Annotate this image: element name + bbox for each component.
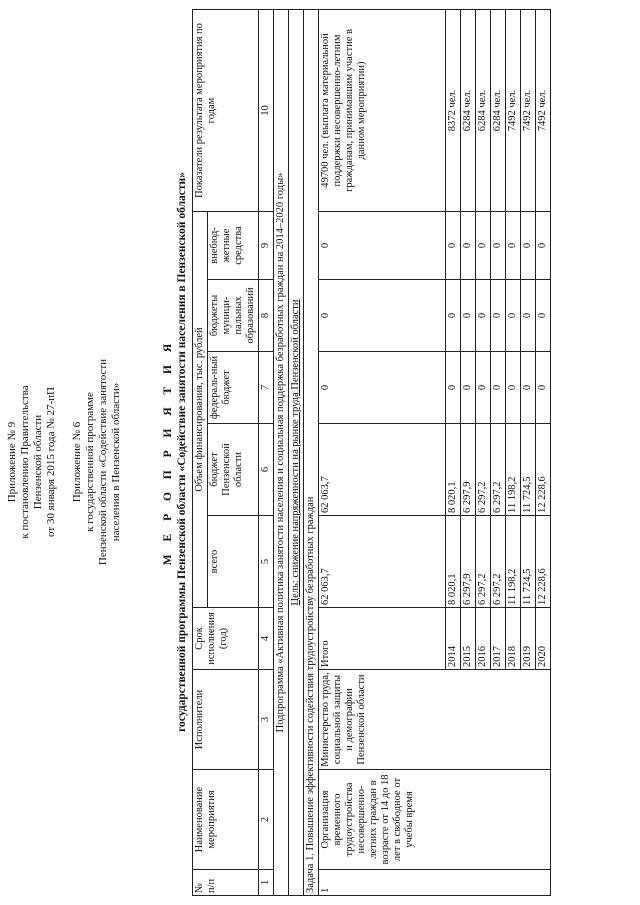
header-name: Наименование мероприятия — [193, 770, 259, 870]
row-municipal: 0 — [446, 280, 461, 352]
row-indicator: 6284 чел. — [476, 9, 491, 211]
row-indicator: 7492 чел. — [506, 9, 521, 211]
row-offbudget: 0 — [446, 211, 461, 279]
row-federal: 0 — [536, 352, 551, 424]
document-title-sub: государственной программы Пензенской области «Содействие занятости населения в Пензенской области» — [176, 172, 188, 732]
row-total: 62 063,7 — [319, 516, 446, 608]
item-name: Организация временного трудоустройства несовершенно-летних граждан в возрасте от 14 до 18 лет в свободное от учебы время — [319, 770, 551, 870]
header-regional: бюджет Пензенской области — [208, 424, 259, 516]
row-year: 2019 — [521, 608, 536, 670]
row-total: 12 228,6 — [536, 516, 551, 608]
row-municipal: 0 — [491, 280, 506, 352]
row-year: Итого — [319, 608, 446, 670]
row-offbudget: 0 — [476, 211, 491, 279]
row-indicator: 8372 чел. — [446, 9, 461, 211]
header-federal: федераль-ный бюджет — [208, 352, 259, 424]
row-regional: 8 020,1 — [446, 424, 461, 516]
appendix6-title: Приложение № 6 — [71, 421, 83, 503]
header-num: № п/п — [193, 870, 259, 896]
row-indicator: 6284 чел. — [461, 9, 476, 211]
task-row — [304, 9, 319, 895]
header-total: всего — [208, 516, 259, 608]
appendix6-line: населения в Пензенской области» — [110, 382, 122, 542]
row-total: 6 297,9 — [461, 516, 476, 608]
row-year: 2016 — [476, 608, 491, 670]
row-regional: 12 228,6 — [536, 424, 551, 516]
appendix6-line: к государственной программе — [84, 392, 96, 532]
row-year: 2017 — [491, 608, 506, 670]
column-number: 7 — [259, 352, 274, 424]
row-year: 2014 — [446, 608, 461, 670]
rotated-document-page — [0, 2, 640, 902]
row-municipal: 0 — [461, 280, 476, 352]
row-regional: 6 297,2 — [491, 424, 506, 516]
measures-table — [192, 9, 551, 896]
row-municipal: 0 — [476, 280, 491, 352]
row-indicator: 49700 чел. (выплата материальной поддержки несовершенно-летним гражданам, принимавшим участие в данном мероприятии) — [319, 9, 446, 211]
header-indicators: Показатели результата мероприятия по годам — [193, 9, 259, 211]
row-regional: 11 198,2 — [506, 424, 521, 516]
row-municipal: 0 — [319, 280, 446, 352]
row-total: 11 724,5 — [521, 516, 536, 608]
row-municipal: 0 — [521, 280, 536, 352]
header-row — [193, 9, 208, 895]
row-regional: 6 297,2 — [476, 424, 491, 516]
header-term: Срок исполнения (год) — [193, 608, 259, 670]
row-federal: 0 — [506, 352, 521, 424]
column-number: 3 — [259, 670, 274, 770]
column-number: 6 — [259, 424, 274, 516]
column-number: 10 — [259, 9, 274, 211]
row-regional: 62 063,7 — [319, 424, 446, 516]
row-federal: 0 — [319, 352, 446, 424]
header-municipal: бюджеты муници-пальных образований — [208, 280, 259, 352]
row-municipal: 0 — [536, 280, 551, 352]
row-municipal: 0 — [506, 280, 521, 352]
appendix6-line: Пензенской области «Содействие занятости — [97, 358, 109, 566]
column-number: 9 — [259, 211, 274, 279]
row-offbudget: 0 — [521, 211, 536, 279]
row-total: 11 198,2 — [506, 516, 521, 608]
row-federal: 0 — [461, 352, 476, 424]
row-indicator: 6284 чел. — [491, 9, 506, 211]
row-offbudget: 0 — [319, 211, 446, 279]
row-indicator: 7492 чел. — [536, 9, 551, 211]
row-regional: 11 724,5 — [521, 424, 536, 516]
appendix9-line: Пензенской области — [32, 414, 44, 510]
appendix9-line: к постановлению Правительства — [19, 385, 31, 539]
row-year: 2015 — [461, 608, 476, 670]
row-indicator: 7492 чел. — [521, 9, 536, 211]
column-number: 2 — [259, 770, 274, 870]
row-total: 6 297,2 — [491, 516, 506, 608]
row-offbudget: 0 — [506, 211, 521, 279]
row-offbudget: 0 — [491, 211, 506, 279]
header-executors: Исполнители — [193, 670, 259, 770]
goal-row — [289, 9, 304, 895]
appendix9-title: Приложение № 9 — [6, 421, 18, 503]
column-number: 1 — [259, 870, 274, 896]
row-regional: 6 297,9 — [461, 424, 476, 516]
row-federal: 0 — [476, 352, 491, 424]
column-number: 4 — [259, 608, 274, 670]
subprogram-title: Подпрограмма «Активная политика занятости населения и социальная поддержка безработных граждан на 2014–2020 годы» — [274, 9, 289, 895]
row-year: 2018 — [506, 608, 521, 670]
appendix9-line: от 30 января 2015 года № 27-пП — [45, 387, 57, 537]
task-title: Задача 1. Повышение эффективности содействия трудоустройству безработных граждан — [304, 9, 319, 895]
column-number-row — [259, 9, 274, 895]
row-year: 2020 — [536, 608, 551, 670]
goal-text: Цель: снижение напряженности на рынке труда Пензенской области — [290, 299, 301, 606]
header-funding: Объем финансирования, тыс. рублей — [193, 211, 208, 607]
row-total: 6 297,2 — [476, 516, 491, 608]
header-offbudget: внебюд-жетные средства — [208, 211, 259, 279]
row-federal: 0 — [491, 352, 506, 424]
row-federal: 0 — [446, 352, 461, 424]
item-executor: Министерство труда, социальной защиты и демографии Пензенской области — [319, 670, 551, 770]
column-number: 5 — [259, 516, 274, 608]
document-title — [162, 2, 188, 902]
row-offbudget: 0 — [461, 211, 476, 279]
appendix-header — [6, 242, 123, 682]
item-number: 1 — [319, 870, 551, 896]
column-number: 8 — [259, 280, 274, 352]
document-title-main: М Е Р О П Р И Я Т И Я — [162, 338, 174, 566]
goal-title — [289, 9, 304, 895]
table-row — [319, 9, 446, 895]
row-federal: 0 — [521, 352, 536, 424]
subprogram-row — [274, 9, 289, 895]
row-offbudget: 0 — [536, 211, 551, 279]
row-total: 8 020,1 — [446, 516, 461, 608]
